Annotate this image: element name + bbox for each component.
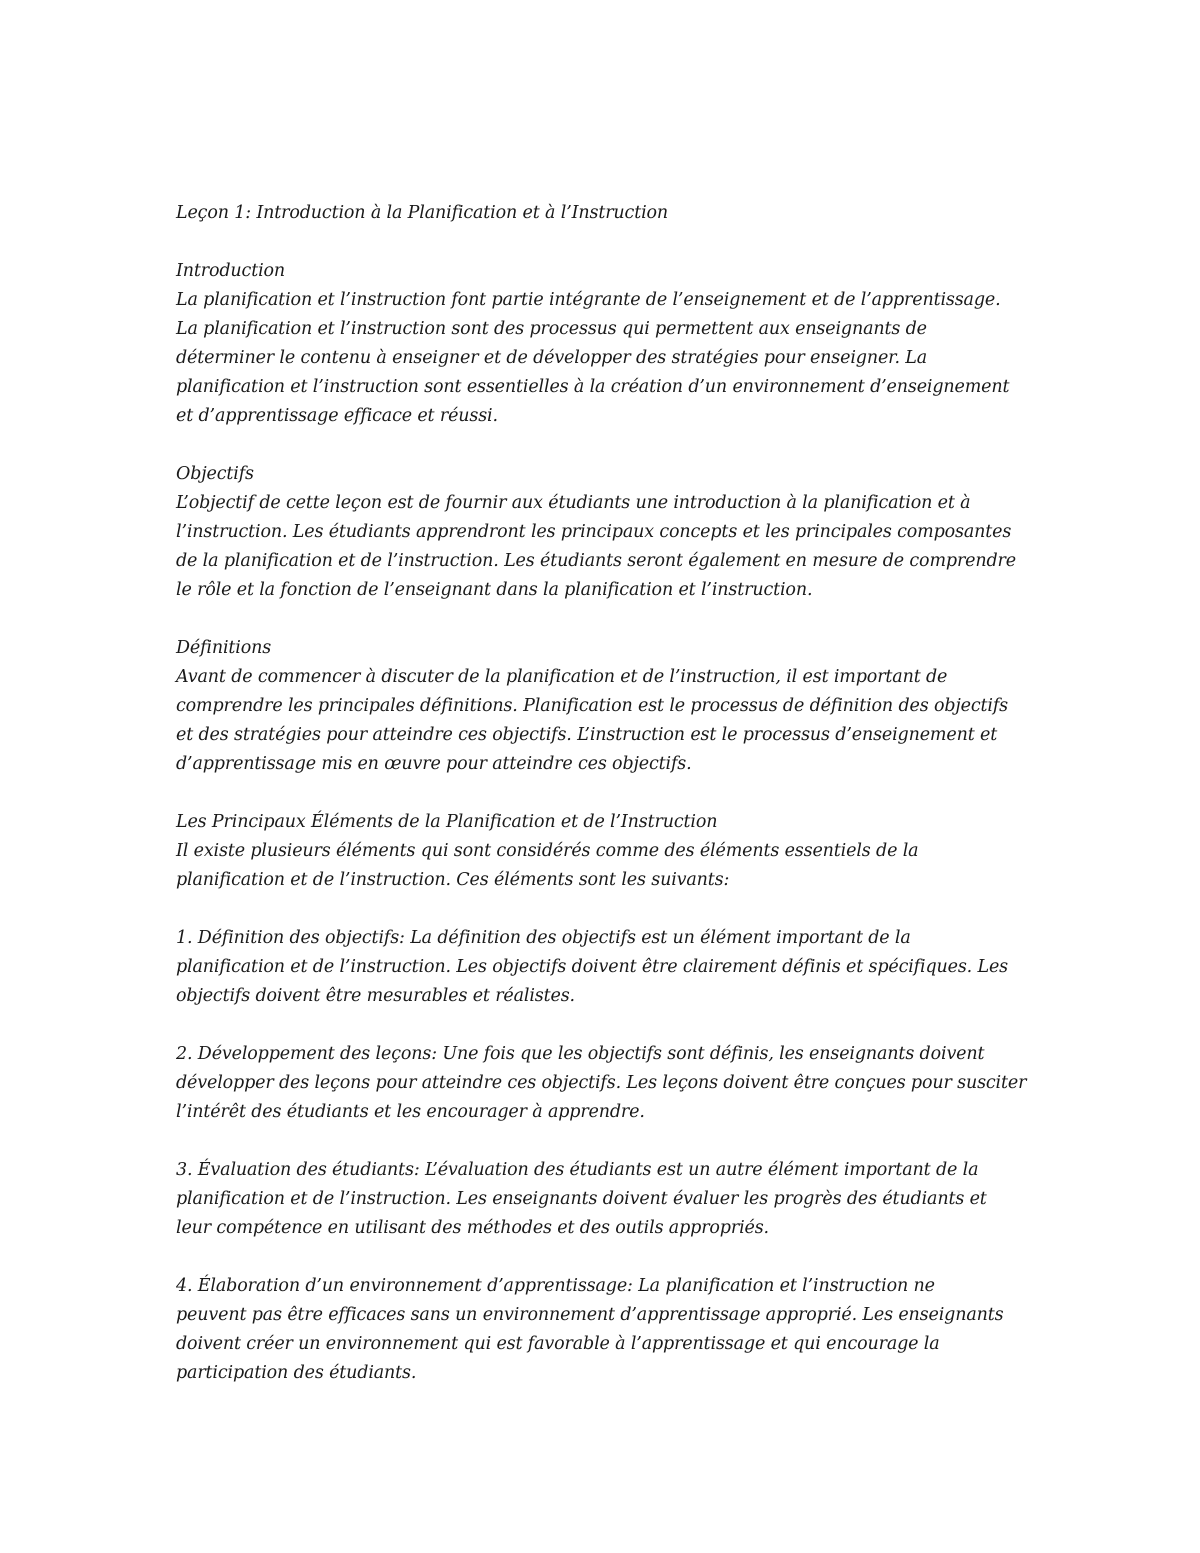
paragraph-line: comprendre les principales définitions. Planification est le processus de définition des objectifs	[176, 696, 1009, 716]
paragraph-line: Avant de commencer à discuter de la planification et de l’instruction, il est important de	[176, 667, 948, 687]
paragraph-line: d’apprentissage mis en œuvre pour atteindre ces objectifs.	[176, 754, 692, 774]
paragraph-line: le rôle et la fonction de l’enseignant dans la planification et l’instruction.	[176, 580, 813, 600]
section-heading: Définitions	[176, 638, 272, 658]
spacer	[176, 605, 1036, 634]
list-item-line: peuvent pas être efficaces sans un environnement d’apprentissage approprié. Les enseignants	[176, 1305, 1004, 1325]
list-item-line: l’intérêt des étudiants et les encourager à apprendre.	[176, 1102, 645, 1122]
paragraph-line: L’objectif de cette leçon est de fournir aux étudiants une introduction à la planification et à	[176, 493, 971, 513]
list-item-line: développer des leçons pour atteindre ces objectifs. Les leçons doivent être conçues pour susciter	[176, 1073, 1027, 1093]
list-item-line: 4. Élaboration d’un environnement d’apprentissage: La planification et l’instruction ne	[176, 1276, 935, 1296]
paragraph-line: planification et de l’instruction. Ces éléments sont les suivants:	[176, 870, 730, 890]
spacer	[176, 1243, 1036, 1272]
spacer	[176, 431, 1036, 460]
spacer	[176, 895, 1036, 924]
document-title: Leçon 1: Introduction à la Planification et à l’Instruction	[176, 203, 669, 223]
paragraph-line: La planification et l’instruction sont des processus qui permettent aux enseignants de	[176, 319, 927, 339]
paragraph-line: de la planification et de l’instruction. Les étudiants seront également en mesure de comprendre	[176, 551, 1016, 571]
spacer	[176, 1127, 1036, 1156]
paragraph-line: Il existe plusieurs éléments qui sont considérés comme des éléments essentiels de la	[176, 841, 919, 861]
paragraph-line: déterminer le contenu à enseigner et de développer des stratégies pour enseigner. La	[176, 348, 928, 368]
list-item-line: planification et de l’instruction. Les enseignants doivent évaluer les progrès des étudiants et	[176, 1189, 987, 1209]
paragraph-line: l’instruction. Les étudiants apprendront les principaux concepts et les principales composantes	[176, 522, 1012, 542]
section-definitions	[176, 634, 1036, 779]
list-item-line: doivent créer un environnement qui est favorable à l’apprentissage et qui encourage la	[176, 1334, 940, 1354]
section-principaux-elements	[176, 808, 1036, 895]
section-introduction	[176, 257, 1036, 431]
section-heading: Objectifs	[176, 464, 254, 484]
section-objectifs	[176, 460, 1036, 605]
paragraph-line: et d’apprentissage efficace et réussi.	[176, 406, 498, 426]
spacer	[176, 1011, 1036, 1040]
list-item-line: objectifs doivent être mesurables et réalistes.	[176, 986, 575, 1006]
list-item-line: leur compétence en utilisant des méthodes et des outils appropriés.	[176, 1218, 769, 1238]
list-item-line: 3. Évaluation des étudiants: L’évaluation des étudiants est un autre élément important de la	[176, 1160, 979, 1180]
list-item-line: participation des étudiants.	[176, 1363, 417, 1383]
list-item-line: 1. Définition des objectifs: La définition des objectifs est un élément important de la	[176, 928, 911, 948]
list-item	[176, 924, 1036, 1011]
section-heading: Les Principaux Éléments de la Planification et de l’Instruction	[176, 812, 718, 832]
list-item	[176, 1156, 1036, 1243]
section-heading: Introduction	[176, 261, 286, 281]
paragraph-line: La planification et l’instruction font partie intégrante de l’enseignement et de l’apprentissage.	[176, 290, 1001, 310]
list-item	[176, 1272, 1036, 1388]
list-item-line: planification et de l’instruction. Les objectifs doivent être clairement définis et spécifiques. Les	[176, 957, 1008, 977]
paragraph-line: et des stratégies pour atteindre ces objectifs. L’instruction est le processus d’enseignement et	[176, 725, 998, 745]
paragraph-line: planification et l’instruction sont essentielles à la création d’un environnement d’enseignement	[176, 377, 1010, 397]
list-item	[176, 1040, 1036, 1127]
document-body	[176, 199, 1036, 1388]
spacer	[176, 228, 1036, 257]
list-item-line: 2. Développement des leçons: Une fois que les objectifs sont définis, les enseignants doivent	[176, 1044, 985, 1064]
spacer	[176, 779, 1036, 808]
